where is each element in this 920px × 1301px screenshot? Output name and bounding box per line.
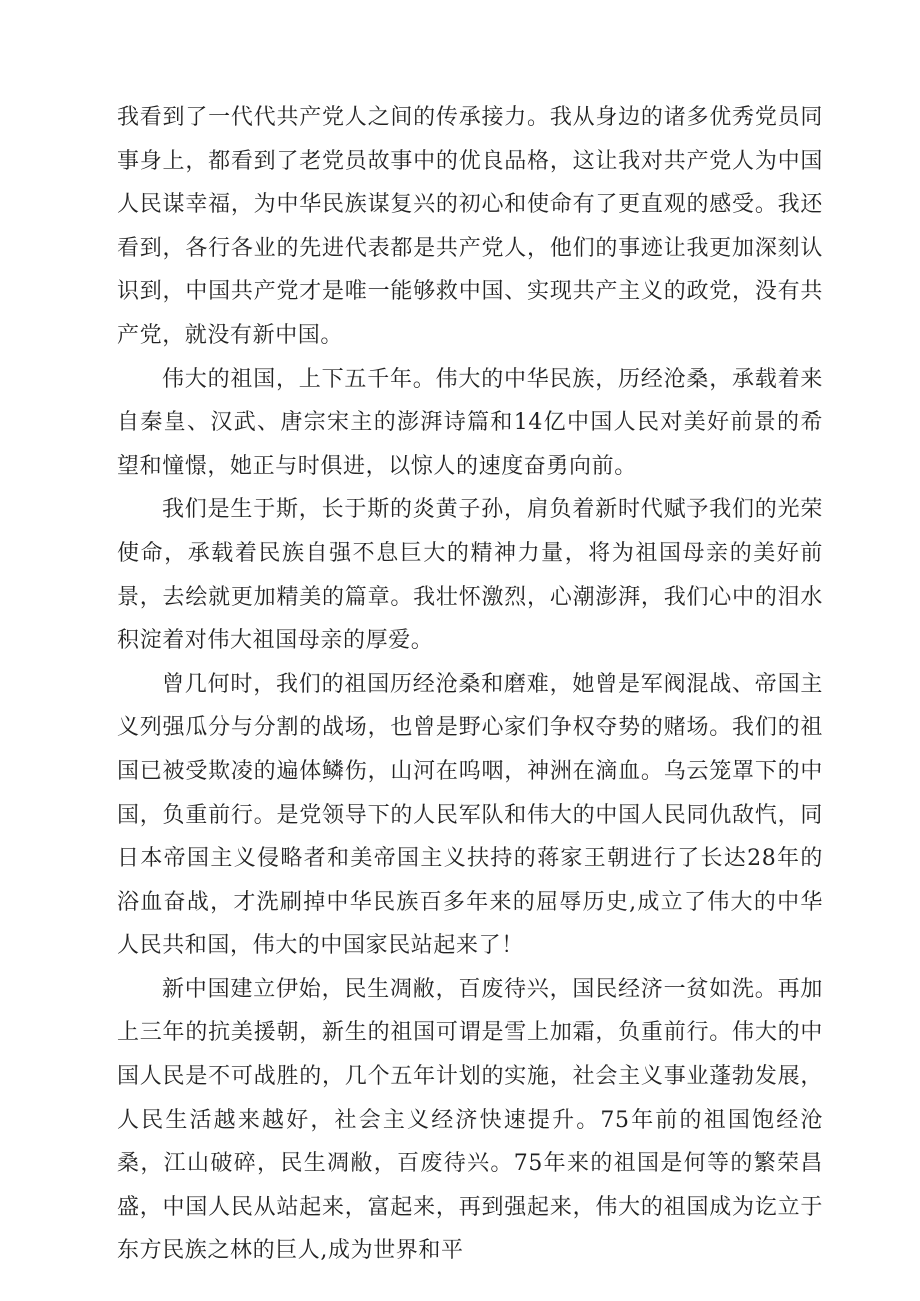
paragraph-4: 曾几何时，我们的祖国历经沧桑和磨难，她曾是军阀混战、帝国主义列强瓜分与分割的战场，也曾是野心家们争权夺势的赌场。我们的祖国已被受欺凌的遍体鳞伤，山河在呜咽，神洲在滴血。乌云笼罩下的中国，负重前行。是党领导下的人民军队和伟大的中国人民同仇敌忾，同日本帝国主义侵略者和美帝国主义扶持的蒋家王朝进行了长达28年的浴血奋战，才洗刷掉中华民族百多年来的屈辱历史,成立了伟大的中华人民共和国，伟大的中国家民站起来了！ [117,671,823,959]
document-body [117,96,823,1273]
paragraph-2: 伟大的祖国，上下五千年。伟大的中华民族，历经沧桑，承载着来自秦皇、汉武、唐宗宋主的澎湃诗篇和14亿中国人民对美好前景的希望和憧憬，她正与时俱进，以惊人的速度奋勇向前。 [117,366,823,479]
paragraph-3: 我们是生于斯，长于斯的炎黄子孙，肩负着新时代赋予我们的光荣使命，承载着民族自强不息巨大的精神力量，将为祖国母亲的美好前景，去绘就更加精美的篇章。我壮怀激烈，心潮澎湃，我们心中的泪水积淀着对伟大祖国母亲的厚爱。 [117,497,823,654]
paragraph-5: 新中国建立伊始，民生凋敝，百废待兴，国民经济一贫如洗。再加上三年的抗美援朝，新生的祖国可谓是雪上加霜，负重前行。伟大的中国人民是不可战胜的，几个五年计划的实施，社会主义事业蓬勃发展，人民生活越来越好，社会主义经济快速提升。75年前的祖国饱经沧桑，江山破碎，民生凋敝，百废待兴。75年来的祖国是何等的繁荣昌盛，中国人民从站起来，富起来，再到强起来，伟大的祖国成为讫立于东方民族之林的巨人,成为世界和平 [117,976,823,1264]
paragraph-1: 我看到了一代代共产党人之间的传承接力。我从身边的诸多优秀党员同事身上，都看到了老党员故事中的优良品格，这让我对共产党人为中国人民谋幸福，为中华民族谋复兴的初心和使命有了更直观的感受。我还看到，各行各业的先进代表都是共产党人，他们的事迹让我更加深刻认识到，中国共产党才是唯一能够救中国、实现共产主义的政党，没有共产党，就没有新中国。 [117,105,823,348]
